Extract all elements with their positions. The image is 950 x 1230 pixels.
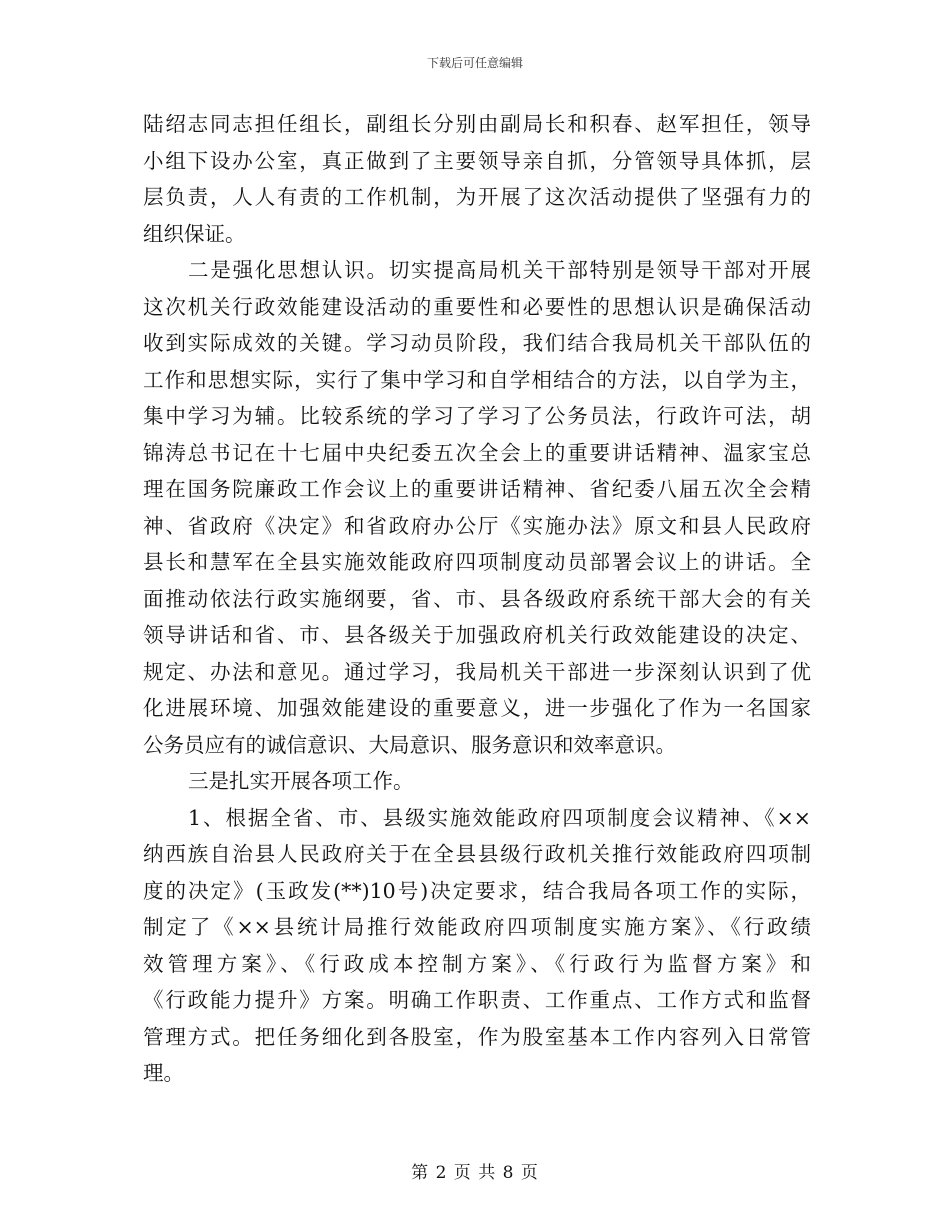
text-line: 制定了《××县统计局推行效能政府四项制度实施方案》、《行政绩 — [143, 915, 811, 939]
text-line: 县长和慧军在全县实施效能政府四项制度动员部署会议上的讲话。全 — [143, 550, 811, 574]
text-line: 纳西族自治县人民政府关于在全县县级行政机关推行效能政府四项制 — [143, 842, 811, 866]
text-line: 层负责，人人有责的工作机制，为开展了这次活动提供了坚强有力的 — [143, 185, 811, 209]
text-line: 《行政能力提升》方案。明确工作职责、工作重点、工作方式和监督 — [143, 988, 811, 1012]
text-line: 管理方式。把任务细化到各股室，作为股室基本工作内容列入日常管 — [143, 1024, 811, 1049]
text-line: 理。 — [143, 1061, 184, 1085]
text-line: 这次机关行政效能建设活动的重要性和必要性的思想认识是确保活动 — [143, 294, 811, 319]
text-line: 面推动依法行政实施纲要，省、市、县各级政府系统干部大会的有关 — [143, 586, 811, 611]
text-line: 化进展环境、加强效能建设的重要意义，进一步强化了作为一名国家 — [143, 696, 811, 720]
text-line: 工作和思想实际，实行了集中学习和自学相结合的方法，以自学为主， — [143, 367, 811, 392]
page-number: 第 2 页 共 8 页 — [411, 1163, 539, 1183]
text-line: 组织保证。 — [143, 221, 246, 246]
text-line: 1、根据全省、市、县级实施效能政府四项制度会议精神、《×× — [188, 805, 811, 830]
text-line: 二是强化思想认识。切实提高局机关干部特别是领导干部对开展 — [188, 258, 811, 282]
text-line: 锦涛总书记在十七届中央纪委五次全会上的重要讲话精神、温家宝总 — [143, 440, 811, 465]
page-header: 下载后可任意编辑 — [426, 56, 523, 70]
text-line: 公务员应有的诚信意识、大局意识、服务意识和效率意识。 — [143, 732, 676, 757]
text-line: 效管理方案》、《行政成本控制方案》、《行政行为监督方案》和 — [143, 951, 811, 976]
document-body — [143, 106, 811, 1092]
text-line: 理在国务院廉政工作会议上的重要讲话精神、省纪委八届五次全会精 — [143, 477, 811, 501]
text-line: 集中学习为辅。比较系统的学习了学习了公务员法，行政许可法，胡 — [143, 404, 811, 428]
text-line: 领导讲话和省、市、县各级关于加强政府机关行政效能建设的决定、 — [143, 623, 811, 647]
text-line: 神、省政府《决定》和省政府办公厅《实施办法》原文和县人民政府 — [143, 513, 811, 538]
text-line: 收到实际成效的关键。学习动员阶段，我们结合我局机关干部队伍的 — [143, 331, 811, 355]
text-line: 三是扎实开展各项工作。 — [188, 769, 414, 793]
text-line: 度的决定》(玉政发(**)10号)决定要求，结合我局各项工作的实际， — [143, 878, 811, 903]
text-line: 规定、办法和意见。通过学习，我局机关干部进一步深刻认识到了优 — [143, 659, 811, 684]
text-line: 小组下设办公室，真正做到了主要领导亲自抓，分管领导具体抓，层 — [143, 148, 811, 173]
text-line: 陆绍志同志担任组长，副组长分别由副局长和积春、赵军担任，领导 — [143, 112, 811, 136]
